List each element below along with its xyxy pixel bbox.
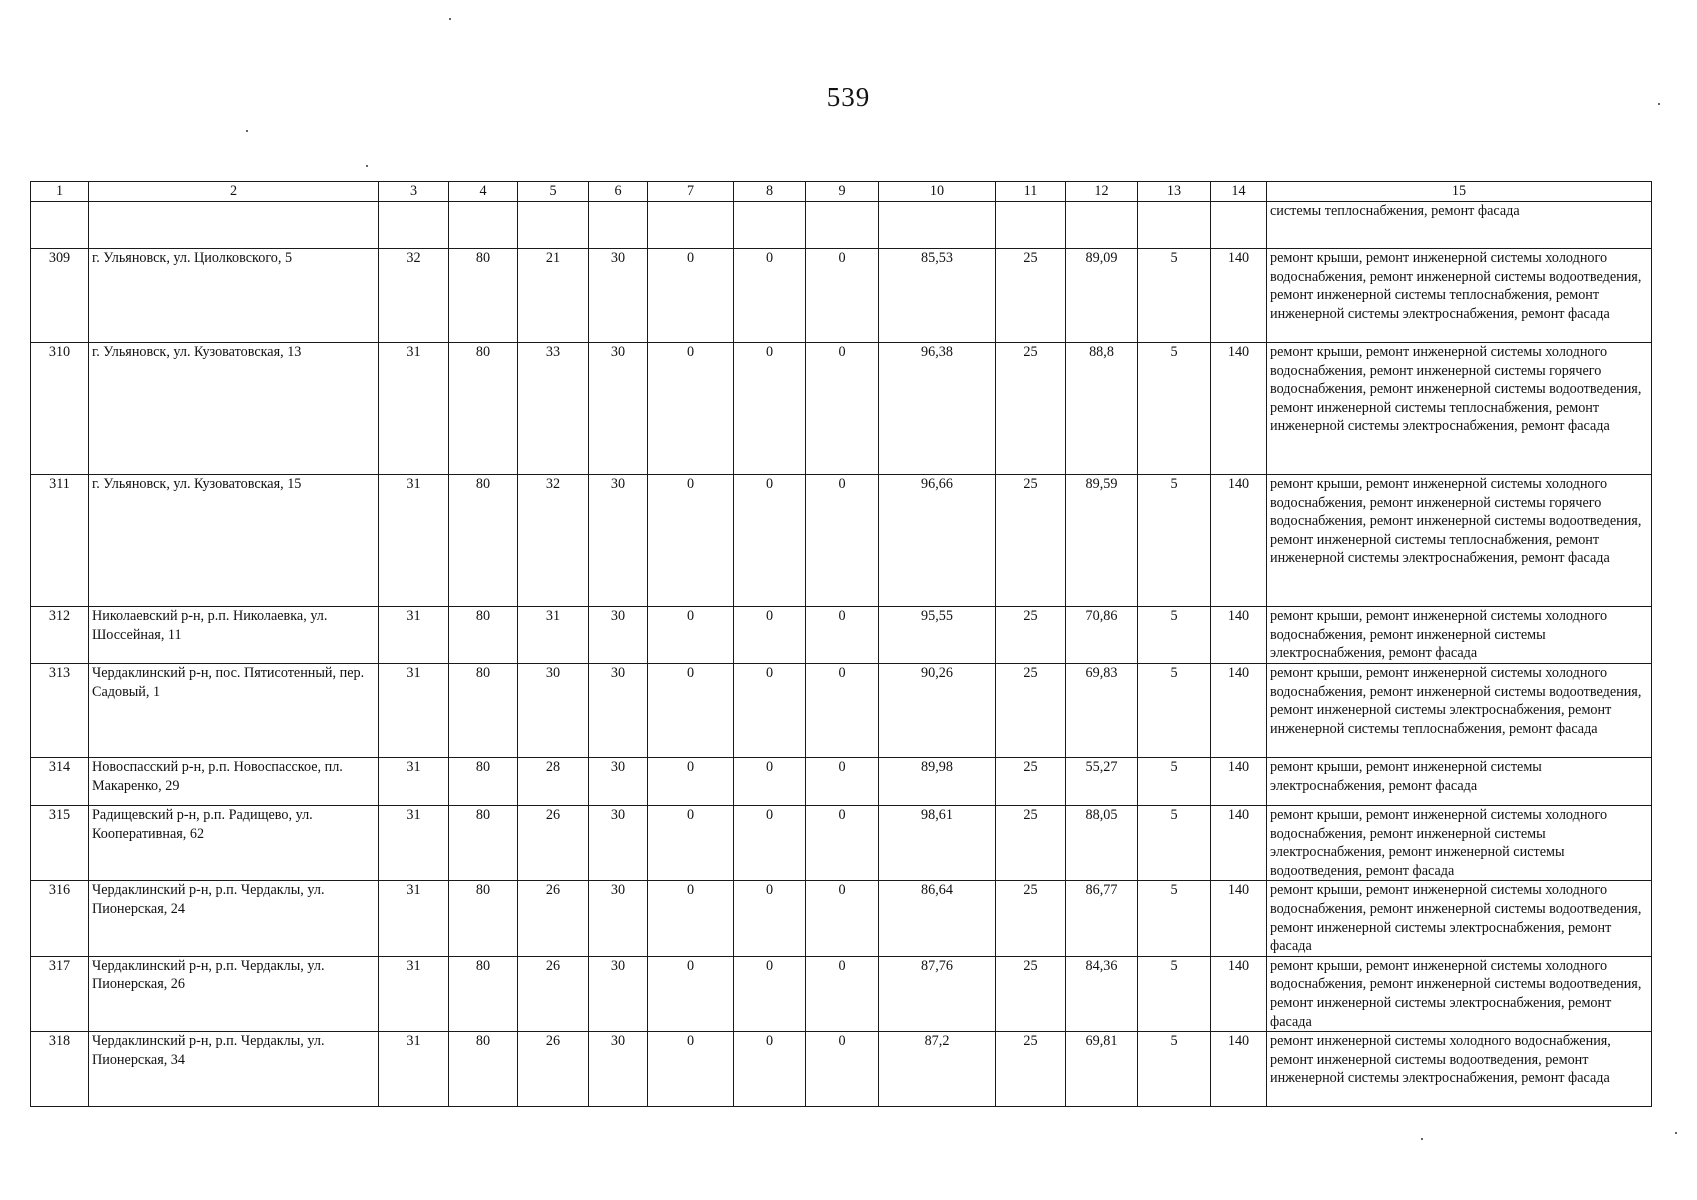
table-row bbox=[31, 343, 1652, 475]
table-row bbox=[31, 607, 1652, 664]
value-cell: 31 bbox=[379, 806, 449, 881]
value-cell: 25 bbox=[996, 664, 1066, 758]
table-cell bbox=[518, 202, 589, 249]
table-cell bbox=[1066, 202, 1138, 249]
scan-speck bbox=[1658, 103, 1660, 105]
address-cell: Новоспасский р-н, р.п. Новоспасское, пл. Макаренко, 29 bbox=[89, 758, 379, 806]
table-row bbox=[31, 249, 1652, 343]
column-header: 8 bbox=[734, 182, 806, 202]
works-list-cell: ремонт крыши, ремонт инженерной системы холодного водоснабжения, ремонт инженерной системы электроснабжения, ремонт инженерной системы водоотведения, ремонт фасада bbox=[1267, 806, 1652, 881]
value-cell: 0 bbox=[806, 1032, 879, 1107]
column-header: 13 bbox=[1138, 182, 1211, 202]
value-cell: 140 bbox=[1211, 881, 1267, 956]
column-header: 10 bbox=[879, 182, 996, 202]
works-list-cell: ремонт крыши, ремонт инженерной системы холодного водоснабжения, ремонт инженерной системы водоотведения, ремонт инженерной системы теплоснабжения, ремонт инженерной системы электроснабжения, ремонт фасада bbox=[1267, 249, 1652, 343]
value-cell: 25 bbox=[996, 758, 1066, 806]
value-cell: 87,2 bbox=[879, 1032, 996, 1107]
value-cell: 31 bbox=[379, 664, 449, 758]
table-row bbox=[31, 664, 1652, 758]
value-cell: 140 bbox=[1211, 343, 1267, 475]
address-cell: Радищевский р-н, р.п. Радищево, ул. Кооперативная, 62 bbox=[89, 806, 379, 881]
table-cell bbox=[1138, 202, 1211, 249]
column-header: 2 bbox=[89, 182, 379, 202]
value-cell: 0 bbox=[648, 249, 734, 343]
value-cell: 0 bbox=[806, 249, 879, 343]
scan-speck bbox=[366, 165, 368, 167]
works-list-cell: ремонт инженерной системы холодного водоснабжения, ремонт инженерной системы водоотведения, ремонт инженерной системы электроснабжения, ремонт фасада bbox=[1267, 1032, 1652, 1107]
value-cell: 0 bbox=[648, 881, 734, 956]
value-cell: 0 bbox=[734, 881, 806, 956]
page-number: 539 bbox=[826, 82, 871, 112]
table-cell bbox=[879, 202, 996, 249]
row-number-cell: 310 bbox=[31, 343, 89, 475]
value-cell: 80 bbox=[449, 607, 518, 664]
value-cell: 30 bbox=[589, 758, 648, 806]
value-cell: 89,98 bbox=[879, 758, 996, 806]
value-cell: 5 bbox=[1138, 956, 1211, 1031]
column-header: 9 bbox=[806, 182, 879, 202]
value-cell: 26 bbox=[518, 806, 589, 881]
value-cell: 30 bbox=[589, 343, 648, 475]
value-cell: 0 bbox=[648, 475, 734, 607]
address-cell: г. Ульяновск, ул. Кузоватовская, 13 bbox=[89, 343, 379, 475]
value-cell: 25 bbox=[996, 475, 1066, 607]
value-cell: 5 bbox=[1138, 607, 1211, 664]
value-cell: 140 bbox=[1211, 249, 1267, 343]
works-list-cell: ремонт крыши, ремонт инженерной системы холодного водоснабжения, ремонт инженерной системы горячего водоснабжения, ремонт инженерной системы водоотведения, ремонт инженерной системы теплоснабжения, ремонт инженерной системы электроснабжения, ремонт фасада bbox=[1267, 475, 1652, 607]
value-cell: 5 bbox=[1138, 881, 1211, 956]
address-cell: Чердаклинский р-н, р.п. Чердаклы, ул. Пионерская, 26 bbox=[89, 956, 379, 1031]
value-cell: 0 bbox=[648, 664, 734, 758]
value-cell: 140 bbox=[1211, 956, 1267, 1031]
value-cell: 98,61 bbox=[879, 806, 996, 881]
scan-speck bbox=[1421, 1138, 1423, 1140]
column-header: 1 bbox=[31, 182, 89, 202]
value-cell: 31 bbox=[379, 758, 449, 806]
value-cell: 88,8 bbox=[1066, 343, 1138, 475]
value-cell: 30 bbox=[518, 664, 589, 758]
value-cell: 80 bbox=[449, 343, 518, 475]
value-cell: 140 bbox=[1211, 475, 1267, 607]
value-cell: 25 bbox=[996, 607, 1066, 664]
scan-speck bbox=[449, 18, 451, 20]
value-cell: 86,64 bbox=[879, 881, 996, 956]
value-cell: 96,66 bbox=[879, 475, 996, 607]
works-list-cell: ремонт крыши, ремонт инженерной системы электроснабжения, ремонт фасада bbox=[1267, 758, 1652, 806]
value-cell: 0 bbox=[734, 758, 806, 806]
value-cell: 25 bbox=[996, 806, 1066, 881]
value-cell: 0 bbox=[806, 475, 879, 607]
table-cell bbox=[648, 202, 734, 249]
value-cell: 80 bbox=[449, 806, 518, 881]
row-number-cell: 312 bbox=[31, 607, 89, 664]
value-cell: 30 bbox=[589, 249, 648, 343]
value-cell: 32 bbox=[379, 249, 449, 343]
value-cell: 26 bbox=[518, 881, 589, 956]
table-cell bbox=[89, 202, 379, 249]
value-cell: 5 bbox=[1138, 758, 1211, 806]
table-row bbox=[31, 475, 1652, 607]
address-cell: г. Ульяновск, ул. Циолковского, 5 bbox=[89, 249, 379, 343]
value-cell: 31 bbox=[379, 343, 449, 475]
value-cell: 0 bbox=[734, 1032, 806, 1107]
address-cell: Чердаклинский р-н, р.п. Чердаклы, ул. Пионерская, 24 bbox=[89, 881, 379, 956]
value-cell: 25 bbox=[996, 956, 1066, 1031]
value-cell: 5 bbox=[1138, 1032, 1211, 1107]
value-cell: 31 bbox=[379, 607, 449, 664]
column-header: 6 bbox=[589, 182, 648, 202]
address-cell: г. Ульяновск, ул. Кузоватовская, 15 bbox=[89, 475, 379, 607]
value-cell: 95,55 bbox=[879, 607, 996, 664]
works-list-cell: ремонт крыши, ремонт инженерной системы холодного водоснабжения, ремонт инженерной системы электроснабжения, ремонт фасада bbox=[1267, 607, 1652, 664]
value-cell: 28 bbox=[518, 758, 589, 806]
value-cell: 0 bbox=[806, 806, 879, 881]
value-cell: 31 bbox=[379, 956, 449, 1031]
value-cell: 80 bbox=[449, 881, 518, 956]
value-cell: 140 bbox=[1211, 806, 1267, 881]
column-header: 11 bbox=[996, 182, 1066, 202]
value-cell: 0 bbox=[648, 806, 734, 881]
table-row bbox=[31, 1032, 1652, 1107]
value-cell: 30 bbox=[589, 607, 648, 664]
value-cell: 31 bbox=[518, 607, 589, 664]
value-cell: 88,05 bbox=[1066, 806, 1138, 881]
table-cell bbox=[806, 202, 879, 249]
column-header: 3 bbox=[379, 182, 449, 202]
value-cell: 26 bbox=[518, 1032, 589, 1107]
value-cell: 5 bbox=[1138, 343, 1211, 475]
table-cell bbox=[379, 202, 449, 249]
value-cell: 0 bbox=[806, 758, 879, 806]
row-number-cell: 309 bbox=[31, 249, 89, 343]
value-cell: 31 bbox=[379, 1032, 449, 1107]
value-cell: 0 bbox=[734, 343, 806, 475]
value-cell: 80 bbox=[449, 956, 518, 1031]
value-cell: 80 bbox=[449, 475, 518, 607]
works-table-container bbox=[30, 181, 1651, 1107]
column-number-row bbox=[31, 182, 1652, 202]
row-number-cell: 318 bbox=[31, 1032, 89, 1107]
works-list-cell: ремонт крыши, ремонт инженерной системы холодного водоснабжения, ремонт инженерной системы водоотведения, ремонт инженерной системы электроснабжения, ремонт фасада bbox=[1267, 881, 1652, 956]
works-list-cell: системы теплоснабжения, ремонт фасада bbox=[1267, 202, 1652, 249]
value-cell: 80 bbox=[449, 249, 518, 343]
value-cell: 80 bbox=[449, 758, 518, 806]
value-cell: 21 bbox=[518, 249, 589, 343]
column-header: 5 bbox=[518, 182, 589, 202]
table-cell bbox=[449, 202, 518, 249]
row-number-cell: 313 bbox=[31, 664, 89, 758]
table-cell bbox=[734, 202, 806, 249]
row-number-cell: 311 bbox=[31, 475, 89, 607]
value-cell: 140 bbox=[1211, 664, 1267, 758]
value-cell: 30 bbox=[589, 1032, 648, 1107]
address-cell: Чердаклинский р-н, р.п. Чердаклы, ул. Пионерская, 34 bbox=[89, 1032, 379, 1107]
works-list-cell: ремонт крыши, ремонт инженерной системы холодного водоснабжения, ремонт инженерной системы водоотведения, ремонт инженерной системы электроснабжения, ремонт инженерной системы теплоснабжения, ремонт фасада bbox=[1267, 664, 1652, 758]
value-cell: 0 bbox=[734, 607, 806, 664]
value-cell: 0 bbox=[648, 956, 734, 1031]
row-number-cell: 314 bbox=[31, 758, 89, 806]
value-cell: 5 bbox=[1138, 664, 1211, 758]
column-header: 4 bbox=[449, 182, 518, 202]
continuation-row bbox=[31, 202, 1652, 249]
value-cell: 84,36 bbox=[1066, 956, 1138, 1031]
value-cell: 0 bbox=[648, 1032, 734, 1107]
column-header: 7 bbox=[648, 182, 734, 202]
table-row bbox=[31, 881, 1652, 956]
table-cell bbox=[589, 202, 648, 249]
value-cell: 0 bbox=[734, 475, 806, 607]
row-number-cell: 315 bbox=[31, 806, 89, 881]
row-number-cell: 316 bbox=[31, 881, 89, 956]
works-table bbox=[30, 181, 1652, 1107]
value-cell: 87,76 bbox=[879, 956, 996, 1031]
value-cell: 89,09 bbox=[1066, 249, 1138, 343]
value-cell: 30 bbox=[589, 475, 648, 607]
works-list-cell: ремонт крыши, ремонт инженерной системы холодного водоснабжения, ремонт инженерной системы водоотведения, ремонт инженерной системы электроснабжения, ремонт фасада bbox=[1267, 956, 1652, 1031]
value-cell: 96,38 bbox=[879, 343, 996, 475]
value-cell: 33 bbox=[518, 343, 589, 475]
table-cell bbox=[1211, 202, 1267, 249]
value-cell: 26 bbox=[518, 956, 589, 1031]
row-number-cell: 317 bbox=[31, 956, 89, 1031]
value-cell: 5 bbox=[1138, 475, 1211, 607]
value-cell: 89,59 bbox=[1066, 475, 1138, 607]
column-header: 15 bbox=[1267, 182, 1652, 202]
value-cell: 30 bbox=[589, 956, 648, 1031]
value-cell: 5 bbox=[1138, 806, 1211, 881]
value-cell: 0 bbox=[734, 249, 806, 343]
value-cell: 25 bbox=[996, 249, 1066, 343]
value-cell: 0 bbox=[734, 956, 806, 1031]
value-cell: 90,26 bbox=[879, 664, 996, 758]
value-cell: 32 bbox=[518, 475, 589, 607]
value-cell: 69,83 bbox=[1066, 664, 1138, 758]
value-cell: 25 bbox=[996, 881, 1066, 956]
table-row bbox=[31, 806, 1652, 881]
value-cell: 30 bbox=[589, 881, 648, 956]
value-cell: 80 bbox=[449, 664, 518, 758]
value-cell: 140 bbox=[1211, 607, 1267, 664]
table-row bbox=[31, 956, 1652, 1031]
value-cell: 0 bbox=[806, 664, 879, 758]
address-cell: Николаевский р-н, р.п. Николаевка, ул. Шоссейная, 11 bbox=[89, 607, 379, 664]
value-cell: 0 bbox=[806, 881, 879, 956]
value-cell: 31 bbox=[379, 881, 449, 956]
table-cell bbox=[996, 202, 1066, 249]
value-cell: 0 bbox=[734, 664, 806, 758]
value-cell: 86,77 bbox=[1066, 881, 1138, 956]
value-cell: 0 bbox=[806, 343, 879, 475]
value-cell: 25 bbox=[996, 1032, 1066, 1107]
value-cell: 55,27 bbox=[1066, 758, 1138, 806]
value-cell: 0 bbox=[648, 758, 734, 806]
works-list-cell: ремонт крыши, ремонт инженерной системы холодного водоснабжения, ремонт инженерной системы горячего водоснабжения, ремонт инженерной системы водоотведения, ремонт инженерной системы теплоснабжения, ремонт инженерной системы электроснабжения, ремонт фасада bbox=[1267, 343, 1652, 475]
value-cell: 5 bbox=[1138, 249, 1211, 343]
value-cell: 140 bbox=[1211, 758, 1267, 806]
value-cell: 0 bbox=[648, 607, 734, 664]
value-cell: 69,81 bbox=[1066, 1032, 1138, 1107]
value-cell: 80 bbox=[449, 1032, 518, 1107]
value-cell: 70,86 bbox=[1066, 607, 1138, 664]
value-cell: 0 bbox=[806, 956, 879, 1031]
table-row bbox=[31, 758, 1652, 806]
column-header: 12 bbox=[1066, 182, 1138, 202]
value-cell: 30 bbox=[589, 806, 648, 881]
value-cell: 85,53 bbox=[879, 249, 996, 343]
table-cell bbox=[31, 202, 89, 249]
value-cell: 31 bbox=[379, 475, 449, 607]
value-cell: 0 bbox=[806, 607, 879, 664]
scan-speck bbox=[1675, 1132, 1677, 1134]
scan-speck bbox=[246, 130, 248, 132]
column-header: 14 bbox=[1211, 182, 1267, 202]
value-cell: 140 bbox=[1211, 1032, 1267, 1107]
address-cell: Чердаклинский р-н, пос. Пятисотенный, пер. Садовый, 1 bbox=[89, 664, 379, 758]
value-cell: 25 bbox=[996, 343, 1066, 475]
value-cell: 0 bbox=[734, 806, 806, 881]
value-cell: 30 bbox=[589, 664, 648, 758]
value-cell: 0 bbox=[648, 343, 734, 475]
